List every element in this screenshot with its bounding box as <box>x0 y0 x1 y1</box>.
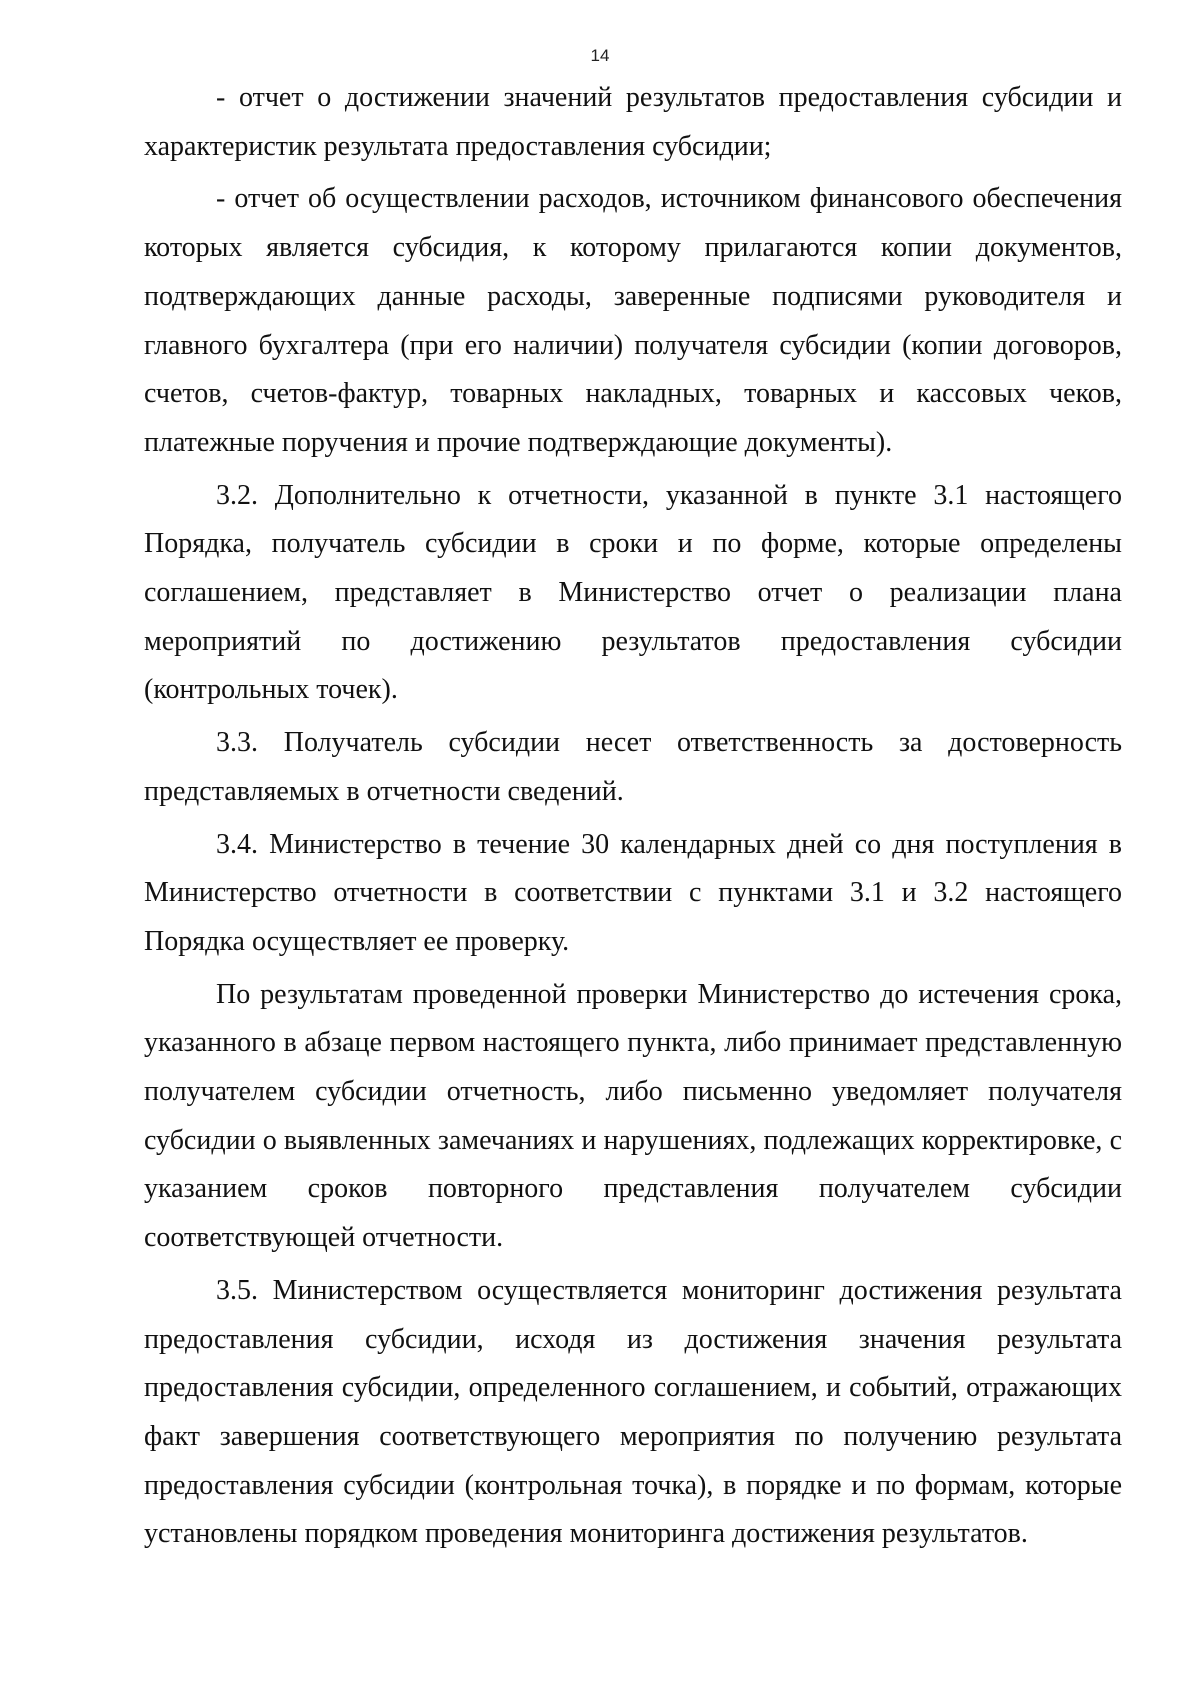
paragraph-3-4: 3.4. Министерство в течение 30 календарных дней со дня поступления в Министерство отчетности в соответствии с пунктами 3.1 и 3.2 настоящего Порядка осуществляет ее проверку. <box>144 828 1122 957</box>
document-body <box>144 74 1122 1563</box>
paragraph-report-results: - отчет о достижении значений результатов предоставления субсидии и характеристик результата предоставления субсидии; <box>144 82 1122 162</box>
paragraph-3-2: 3.2. Дополнительно к отчетности, указанной в пункте 3.1 настоящего Порядка, получатель субсидии в сроки и по форме, которые определены соглашением, представляет в Министерство отчет о реализации плана мероприятий по достижению результатов предоставления субсидии (контрольных точек). <box>144 479 1122 706</box>
page-number: 14 <box>590 46 610 65</box>
paragraph-report-expenses: - отчет об осуществлении расходов, источником финансового обеспечения которых является субсидия, к которому прилагаются копии документов, подтверждающих данные расходы, заверенные подписями руководителя и главного бухгалтера (при его наличии) получателя субсидии (копии договоров, счетов, счетов-фактур, товарных накладных, товарных и кассовых чеков, платежные поручения и прочие подтверждающие документы). <box>144 183 1122 458</box>
paragraph-verification-results: По результатам проведенной проверки Министерство до истечения срока, указанного в абзаце первом настоящего пункта, либо принимает представленную получателем субсидии отчетность, либо письменно уведомляет получателя субсидии о выявленных замечаниях и нарушениях, подлежащих корректировке, с указанием сроков повторного представления получателем субсидии соответствующей отчетности. <box>144 978 1122 1254</box>
paragraph-3-3: 3.3. Получатель субсидии несет ответственность за достоверность представляемых в отчетности сведений. <box>144 727 1122 807</box>
paragraph-3-5: 3.5. Министерством осуществляется мониторинг достижения результата предоставления субсидии, исходя из достижения значения результата предоставления субсидии, определенного соглашением, и событий, отражающих факт завершения соответствующего мероприятия по получению результата предоставления субсидии (контрольная точка), в порядке и по формам, которые установлены порядком проведения мониторинга достижения результатов. <box>144 1274 1122 1550</box>
